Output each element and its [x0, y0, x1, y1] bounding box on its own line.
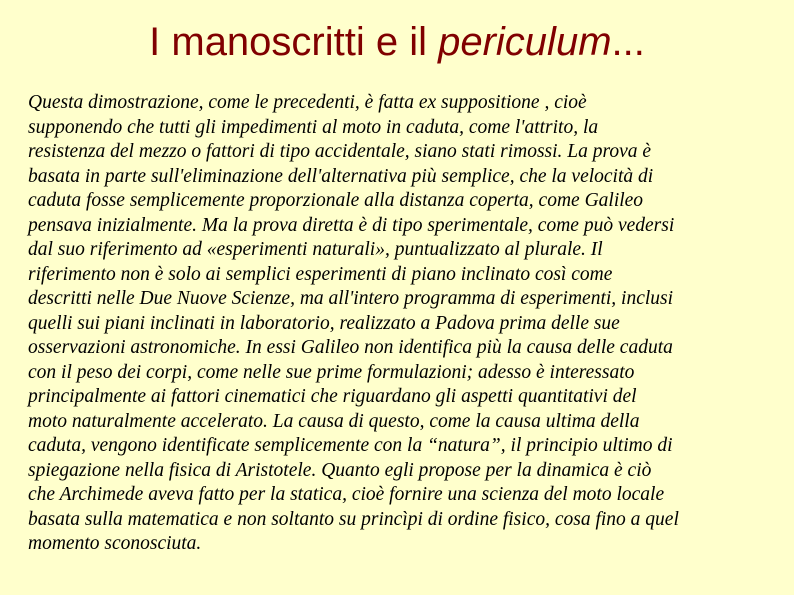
paragraph-line: quelli sui piani inclinati in laboratorio, realizzato a Padova prima delle sue — [28, 312, 620, 334]
paragraph-line: che Archimede aveva fatto per la statica, cioè fornire una scienza del moto locale — [28, 484, 665, 505]
paragraph-line: spiegazione nella fisica di Aristotele. Quanto egli propose per la dinamica è ciò — [28, 459, 652, 481]
paragraph-line: dal suo riferimento ad «esperimenti naturali», puntualizzato al plurale. Il — [28, 239, 603, 260]
paragraph-line: riferimento non è solo ai semplici esperimenti di piano inclinato così come — [28, 263, 613, 285]
paragraph-line: basata sulla matematica e non soltanto su princìpi di ordine fisico, cosa fino a quel — [28, 508, 679, 530]
slide-title-lead: I manoscritti e il — [149, 20, 439, 64]
paragraph-line: caduta, vengono identificate semplicemente con la “natura”, il principio ultimo di — [28, 435, 673, 456]
paragraph-line: resistenza del mezzo o fattori di tipo accidentale, siano stati rimossi. La prova è — [28, 141, 652, 162]
paragraph-line: Questa dimostrazione, come le precedenti, è fatta ex suppositione , cioè — [28, 92, 587, 113]
paragraph-line: pensava inizialmente. Ma la prova diretta è di tipo sperimentale, come può vedersi — [28, 214, 675, 236]
paragraph-line: caduta fosse semplicemente proporzionale alla distanza coperta, come Galileo — [28, 190, 644, 211]
paragraph-line: principalmente ai fattori cinematici che riguardano gli aspetti quantitativi del — [28, 386, 637, 407]
slide-title-emphasis: periculum — [438, 20, 612, 64]
paragraph-line: supponendo che tutti gli impedimenti al moto in caduta, come l'attrito, la — [28, 116, 599, 138]
paragraph-line: osservazioni astronomiche. In essi Galileo non identifica più la causa delle caduta — [28, 337, 673, 358]
paragraph-line: con il peso dei corpi, come nelle sue prime formulazioni; adesso è interessato — [28, 361, 635, 383]
paragraph-line: momento sconosciuta. — [28, 533, 202, 554]
slide-body-paragraph — [28, 91, 778, 557]
slide-title — [0, 18, 794, 66]
paragraph-line: descritti nelle Due Nuove Scienze, ma all'intero programma di esperimenti, inclusi — [28, 288, 674, 309]
paragraph-line: moto naturalmente accelerato. La causa di questo, come la causa ultima della — [28, 410, 640, 432]
paragraph-line: basata in parte sull'eliminazione dell'alternativa più semplice, che la velocità di — [28, 165, 654, 187]
slide-title-trail: ... — [611, 20, 645, 64]
